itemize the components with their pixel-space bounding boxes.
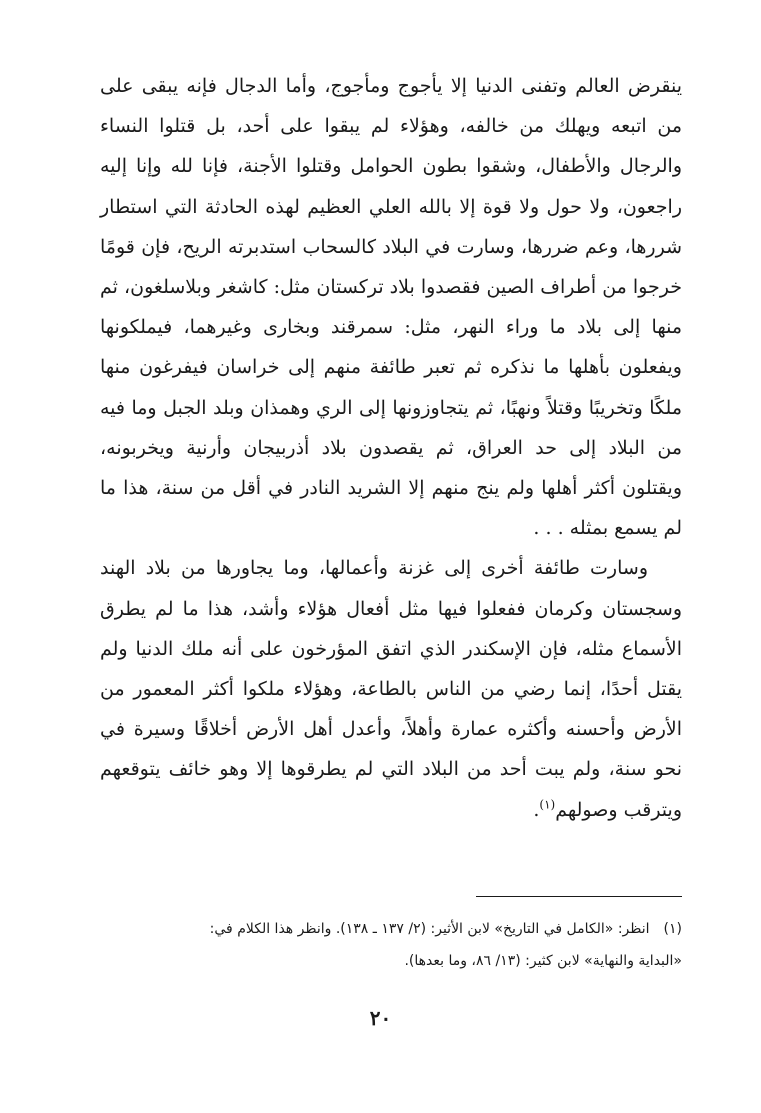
footnote-divider <box>476 896 682 897</box>
paragraph-2 <box>100 548 682 829</box>
paragraph-2-text: وسارت طائفة أخرى إلى غزنة وأعمالها، وما يجاورها من بلاد الهند وسجستان وكرمان ففعلوا فيها مثل أفعال هؤلاء وأشد، هذا ما لم يطرق الأسماع مثله، فإن الإسكندر الذي اتفق المؤرخون على أنه ملك الدنيا ولم يقتل أحدًا، إنما رضي من الناس بالطاعة، وهؤلاء ملكوا أكثر المعمور من الأرض وأحسنه وأكثره عمارة وأهلاً، وأعدل أهل الأرض أخلاقًا وسيرة في نحو سنة، ولم يبت أحد من البلاد التي لم يطرقوها إلا وهو خائف يتوقعهم ويترقب وصولهم <box>100 557 682 821</box>
page-number: ٢٠ <box>369 1006 392 1030</box>
footnote-text-1: انظر: «الكامل في التاريخ» لابن الأثير: (٢/ ١٣٧ ـ ١٣٨). وانظر هذا الكلام في: <box>209 921 650 937</box>
footnote-text-2: «البداية والنهاية» لابن كثير: (١٣/ ٨٦، وما بعدها). <box>404 953 682 969</box>
footnotes <box>98 913 682 977</box>
footnote-line-2 <box>98 945 682 977</box>
paragraph-2-end: . <box>533 798 540 821</box>
footnote-number: (١) <box>663 921 682 937</box>
footnote-reference: (١) <box>539 797 556 812</box>
main-text <box>100 66 682 830</box>
paragraph-1: ينقرض العالم وتفنى الدنيا إلا يأجوج ومأجوج، وأما الدجال فإنه يبقى على من اتبعه ويهلك من خالفه، وهؤلاء لم يبقوا على أحد، بل قتلوا النساء والرجال والأطفال، وشقوا بطون الحوامل وقتلوا الأجنة، فإنا لله وإنا إليه راجعون، ولا حول ولا قوة إلا بالله العلي العظيم لهذه الحادثة التي استطار شررها، وعم ضررها، وسارت في البلاد كالسحاب استدبرته الريح، فإن قومًا خرجوا من أطراف الصين فقصدوا بلاد تركستان مثل: كاشغر وبلاسلغون، ثم منها إلى بلاد ما وراء النهر، مثل: سمرقند وبخارى وغيرهما، فيملكونها ويفعلون بأهلها ما نذكره ثم تعبر طائفة منهم إلى خراسان فيفرغون منها ملكًا وتخريبًا وقتلاً ونهبًا، ثم يتجاوزونها إلى الري وهمذان وبلد الجبل وما فيه من البلاد إلى حد العراق، ثم يقصدون بلاد أذربيجان وأرنية ويخربونه، ويقتلون أكثر أهلها ولم ينج منهم إلا الشريد النادر في أقل من سنة، هذا ما لم يسمع بمثله . . . <box>100 75 682 540</box>
footnote-line-1 <box>98 913 682 945</box>
